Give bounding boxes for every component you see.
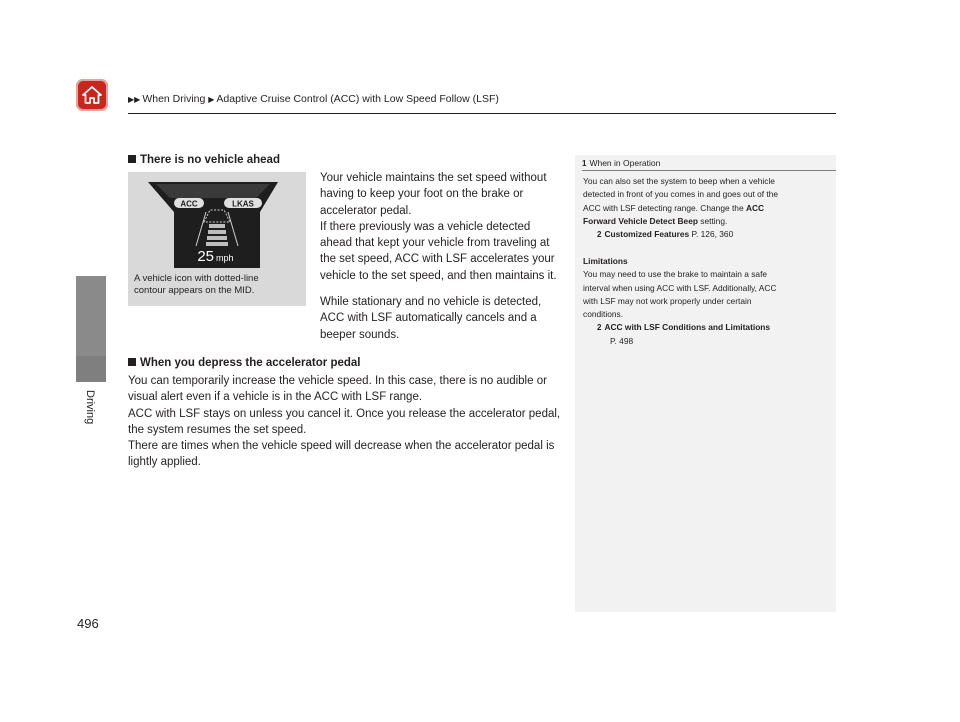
breadcrumb bbox=[128, 93, 499, 105]
section2-paragraph: You can temporarily increase the vehicle speed. In this case, there is no audible or visual alert even if a vehicle is in the ACC with LSF range. ACC with LSF stays on unless you cancel it. Once you release the accelerator pedal, the system resumes the set speed. There are times when the vehicle speed will decrease when the accelerator pedal is lightly applied. bbox=[128, 375, 561, 469]
acc-indicator-label: ACC bbox=[180, 199, 198, 209]
breadcrumb-arrow-icon: ▶▶ bbox=[128, 95, 141, 104]
cross-reference-icon: 2 bbox=[597, 230, 602, 240]
section-heading-text: When you depress the accelerator pedal bbox=[140, 357, 361, 369]
breadcrumb-arrow-icon: ▶ bbox=[208, 95, 215, 104]
sidebar-note-paragraph1: You can also set the system to beep when a vehicle detected in front of you comes in and goes out of the ACC with LSF detecting range. Change the ACC Forward Vehicle Detect Beep setting. 2 Customized Features P. 126, 360 bbox=[583, 175, 833, 241]
section1-paragraph1: Your vehicle maintains the set speed without having to keep your foot on the brake or accelerator pedal. If there previously was a vehicle detected ahead that kept your vehicle from traveling at the set speed, ACC with LSF accelerates your vehicle to the set speed, and then maintains it. bbox=[320, 172, 557, 282]
set-speed-readout: 25 bbox=[197, 248, 214, 265]
section1-paragraph2: While stationary and no vehicle is detected, ACC with LSF automatically cancels and a beeper sounds. bbox=[320, 296, 542, 341]
sidebar-note-paragraph2: Limitations You may need to use the brake to maintain a safe interval when using ACC with LSF. Additionally, ACC with LSF may not work properly under certain conditions. 2 ACC with LSF Conditions and Limitations P. 498 bbox=[583, 255, 833, 348]
page-number: 496 bbox=[77, 616, 99, 631]
square-bullet-icon bbox=[128, 358, 136, 366]
speed-unit: mph bbox=[216, 253, 234, 263]
figure-caption bbox=[134, 273, 259, 296]
header-divider bbox=[128, 113, 836, 114]
cross-reference-icon: 2 bbox=[597, 323, 602, 333]
square-bullet-icon bbox=[128, 155, 136, 163]
note-marker-icon: 1 bbox=[582, 159, 587, 168]
home-icon bbox=[81, 84, 103, 106]
side-tab-active bbox=[76, 356, 106, 382]
caption-line: A vehicle icon with dotted-line bbox=[134, 273, 259, 284]
lkas-indicator-label: LKAS bbox=[232, 199, 254, 209]
caption-line: contour appears on the MID. bbox=[134, 284, 255, 296]
sidebar-note-divider bbox=[582, 170, 836, 171]
breadcrumb-current: Adaptive Cruise Control (ACC) with Low Speed Follow (LSF) bbox=[216, 93, 499, 105]
side-tab-bar bbox=[76, 276, 106, 356]
sidebar-note-title: 1 When in Operation bbox=[582, 158, 661, 168]
cross-reference-conditions-limitations[interactable]: 2 ACC with LSF Conditions and Limitations bbox=[597, 322, 771, 333]
cross-reference-page[interactable]: P. 498 bbox=[610, 335, 634, 346]
section-heading-accelerator bbox=[128, 357, 361, 369]
section-heading-no-vehicle bbox=[128, 154, 280, 166]
home-button[interactable] bbox=[76, 79, 108, 111]
breadcrumb-link-when-driving[interactable]: When Driving bbox=[142, 93, 206, 105]
side-tab-label[interactable]: Driving bbox=[84, 390, 96, 425]
section-heading-text: There is no vehicle ahead bbox=[140, 154, 280, 166]
cross-reference-customized-features[interactable]: 2 Customized Features P. 126, 360 bbox=[597, 229, 734, 240]
